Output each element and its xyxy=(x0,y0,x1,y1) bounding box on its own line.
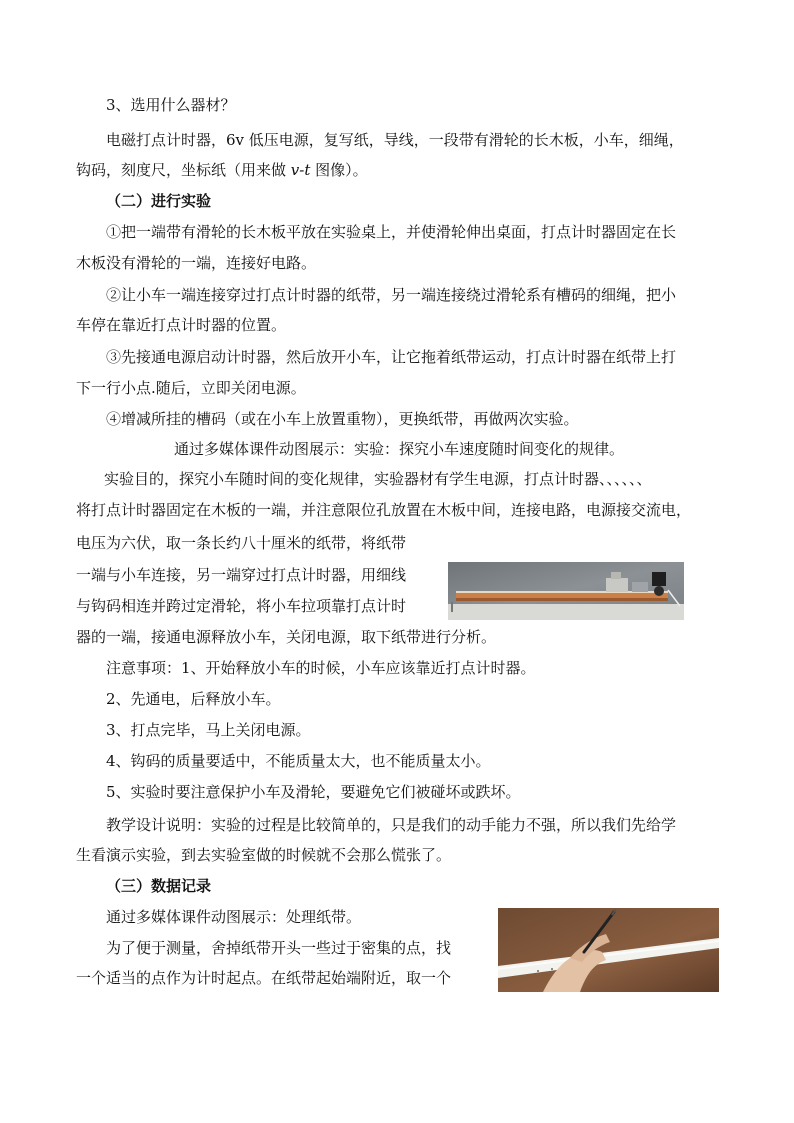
section-heading-data-record: （三）数据记录 xyxy=(106,877,212,895)
paragraph-text: 钩码，刻度尺，坐标纸（用来做 xyxy=(76,161,291,179)
paragraph-line: ③先接通电源启动计时器，然后放开小车，让它拖着纸带运动，打点计时器在纸带上打 xyxy=(106,348,677,366)
tape-photo-graphic xyxy=(498,908,719,992)
paragraph-line: 实验目的，探究小车随时间的变化规律，实验器材有学生电源，打点计时器、、、、、、 xyxy=(104,470,652,488)
paragraph-line: 电磁打点计时器，6v 低压电源，复写纸，导线，一段带有滑轮的长木板，小车，细绳， xyxy=(106,131,684,149)
note-item: 4、钩码的质量要适中，不能质量太大，也不能质量太小。 xyxy=(106,752,491,770)
note-item: 3、打点完毕，马上关闭电源。 xyxy=(106,721,311,739)
paragraph-line: 器的一端，接通电源释放小车，关闭电源，取下纸带进行分析。 xyxy=(76,628,497,646)
caption-line: 通过多媒体课件动图展示：实验：探究小车速度随时间变化的规律。 xyxy=(174,440,625,458)
paragraph-line: ①把一端带有滑轮的长木板平放在实验桌上，并使滑轮伸出桌面，打点计时器固定在长 xyxy=(106,223,677,241)
paragraph-line: 一端与小车连接，另一端穿过打点计时器，用细线 xyxy=(76,566,407,584)
paragraph-line: 教学设计说明：实验的过程是比较简单的，只是我们的动手能力不强，所以我们先给学 xyxy=(106,816,677,834)
section-heading-equipment: 3、选用什么器材？ xyxy=(106,96,236,114)
notes-heading-line: 注意事项：1、开始释放小车的时候，小车应该靠近打点计时器。 xyxy=(106,659,536,677)
vt-italic-symbol: v-t xyxy=(290,161,311,179)
paragraph-line: 通过多媒体课件动图展示：处理纸带。 xyxy=(106,908,362,926)
paragraph-line: 生看演示实验，到去实验室做的时候就不会那么慌张了。 xyxy=(76,846,452,864)
paragraph-line: 将打点计时器固定在木板的一端，并注意限位孔放置在木板中间，连接电路，电源接交流电， xyxy=(76,501,692,519)
paragraph-line: 为了便于测量，舍掉纸带开头一些过于密集的点，找 xyxy=(106,939,452,957)
experiment-apparatus-photo xyxy=(448,562,684,620)
paragraph-line: 车停在靠近打点计时器的位置。 xyxy=(76,316,287,334)
paragraph-line: 木板没有滑轮的一端，连接好电路。 xyxy=(76,254,317,272)
paragraph-line: 下一行小点.随后，立即关闭电源。 xyxy=(76,379,306,397)
paragraph-line: 与钩码相连并跨过定滑轮，将小车拉项靠打点计时 xyxy=(76,597,407,615)
paragraph-line: ④增减所挂的槽码（或在小车上放置重物），更换纸带，再做两次实验。 xyxy=(106,410,579,428)
note-item: 5、实验时要注意保护小车及滑轮，要避免它们被碰坏或跌坏。 xyxy=(106,783,521,801)
paragraph-line: 电压为六伏，取一条长约八十厘米的纸带，将纸带 xyxy=(76,534,407,552)
paragraph-line: 一个适当的点作为计时起点。在纸带起始端附近，取一个 xyxy=(76,969,452,987)
paper-tape-photo xyxy=(498,908,719,992)
paragraph-text: 图像）。 xyxy=(310,161,368,179)
section-heading-experiment: （二）进行实验 xyxy=(106,192,212,210)
paragraph-line: ②让小车一端连接穿过打点计时器的纸带，另一端连接绕过滑轮系有槽码的细绳，把小 xyxy=(106,286,677,304)
note-item: 2、先通电，后释放小车。 xyxy=(106,690,281,708)
paragraph-line xyxy=(76,160,368,180)
apparatus-photo-graphic xyxy=(448,562,684,620)
